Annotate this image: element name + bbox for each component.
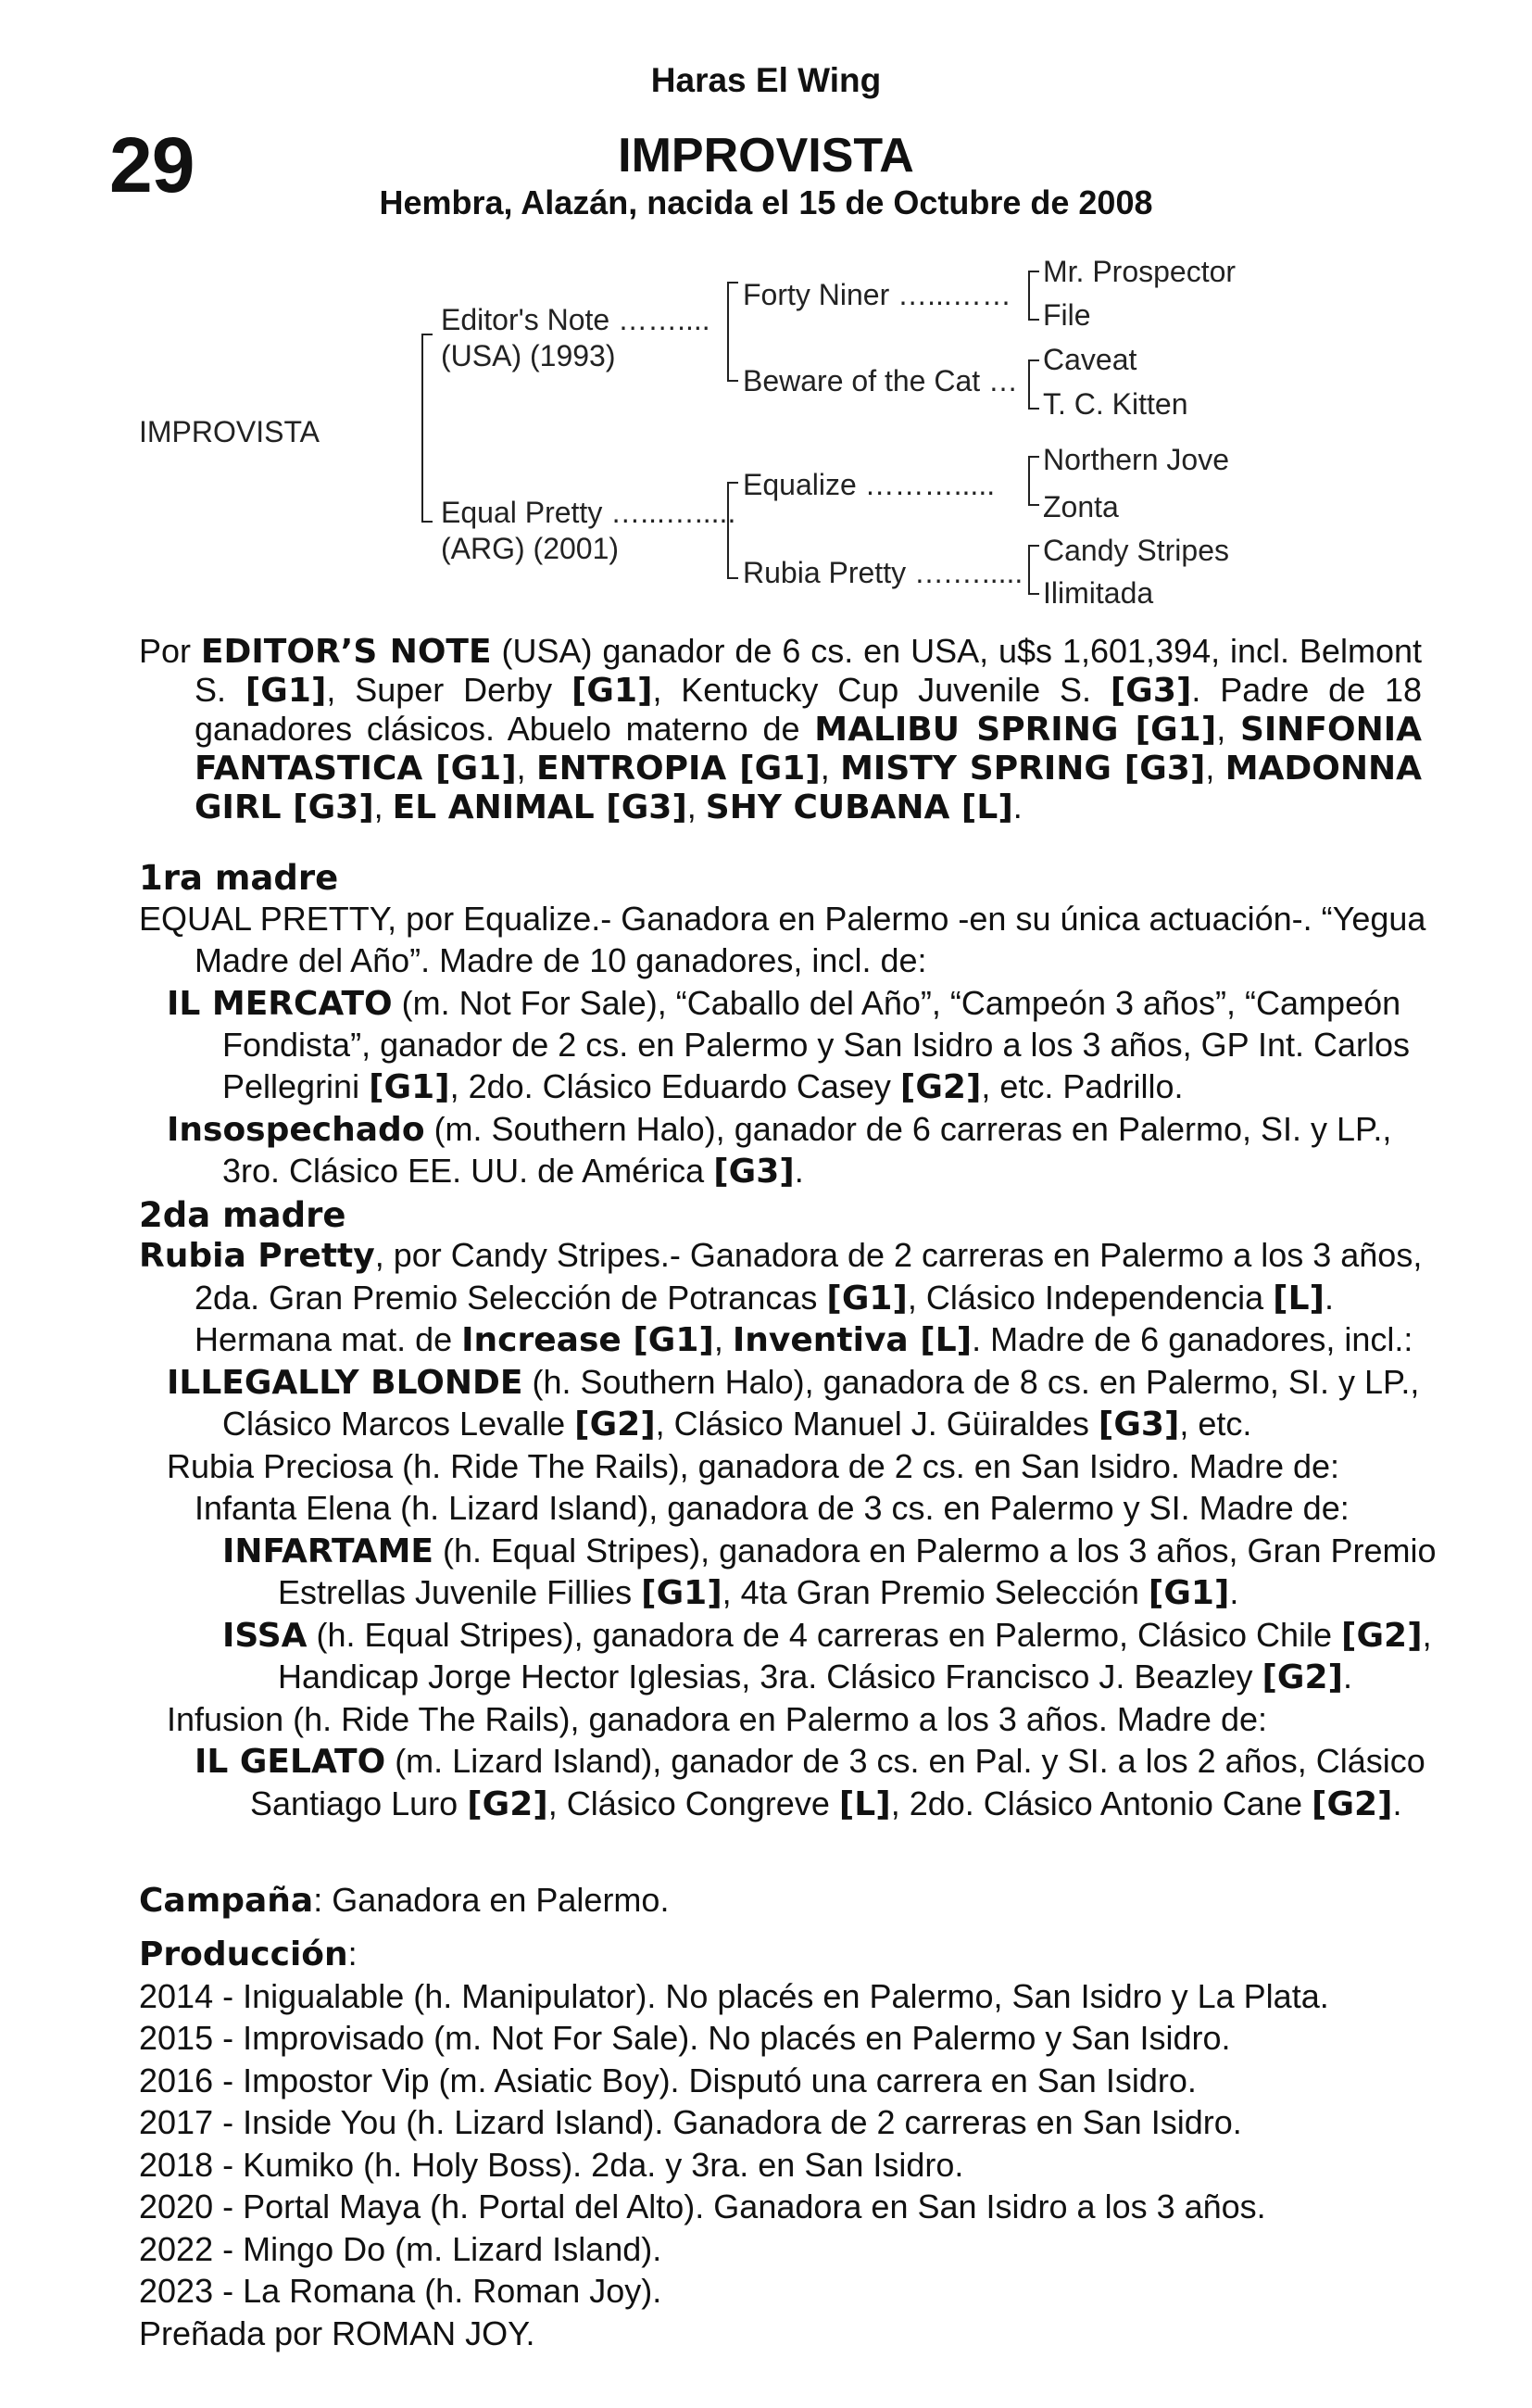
offspring-entry: ILLEGALLY BLONDE (h. Southern Halo), ganadora de 8 cs. en Palermo, SI. y LP., xyxy=(167,1363,1420,1402)
pedigree-sire-dam: Beware of the Cat … xyxy=(743,364,1019,397)
pedigree-dds: Candy Stripes xyxy=(1043,534,1229,567)
pedigree-bracket xyxy=(1028,359,1030,410)
offspring-entry: Fondista”, ganador de 2 cs. en Palermo y San Isidro a los 3 años, GP Int. Carlos xyxy=(222,1026,1411,1064)
offspring-entry: Santiago Luro [G2], Clásico Congreve [L], 2do. Clásico Antonio Cane [G2]. xyxy=(250,1784,1402,1823)
production-item: 2022 - Mingo Do (m. Lizard Island). xyxy=(139,2230,662,2268)
production-item: 2015 - Improvisado (m. Not For Sale). No placés en Palermo y San Isidro. xyxy=(139,2019,1231,2057)
pedigree-ddd: Ilimitada xyxy=(1043,576,1154,610)
pedigree-bracket xyxy=(1028,545,1030,595)
production-item: 2014 - Inigualable (h. Manipulator). No placés en Palermo, San Isidro y La Plata. xyxy=(139,1977,1329,2015)
farm-name: Haras El Wing xyxy=(650,61,882,99)
first-dam-line: Madre del Año”. Madre de 10 ganadores, incl. de: xyxy=(195,941,927,979)
production-pregnant: Preñada por ROMAN JOY. xyxy=(139,2314,535,2352)
production-item: 2016 - Impostor Vip (m. Asiatic Boy). Disputó una carrera en San Isidro. xyxy=(139,2061,1197,2099)
pedigree-dam-sire: Equalize ………..... xyxy=(743,468,996,501)
offspring-entry: 3ro. Clásico EE. UU. de América [G3]. xyxy=(222,1152,804,1191)
offspring-entry: IL GELATO (m. Lizard Island), ganador de 3 cs. en Pal. y SI. a los 2 años, Clásico xyxy=(195,1742,1425,1781)
horse-description: Hembra, Alazán, nacida el 15 de Octubre de 2008 xyxy=(379,183,1153,221)
pedigree-sdd: T. C. Kitten xyxy=(1043,387,1188,421)
offspring-entry: Insospechado (m. Southern Halo), ganador de 6 carreras en Palermo, SI. y LP., xyxy=(167,1110,1392,1149)
pedigree-sire-origin: (USA) (1993) xyxy=(441,339,616,372)
production-item: 2020 - Portal Maya (h. Portal del Alto). Ganadora en San Isidro a los 3 años. xyxy=(139,2187,1266,2225)
production-item: 2017 - Inside You (h. Lizard Island). Ganadora de 2 carreras en San Isidro. xyxy=(139,2103,1242,2141)
pedigree-bracket xyxy=(727,482,729,579)
offspring-entry: Clásico Marcos Levalle [G2], Clásico Manuel J. Güiraldes [G3], etc. xyxy=(222,1405,1252,1444)
sire-name: EDITOR’S NOTE xyxy=(200,633,492,671)
pedigree-sire: Editor's Note …….... xyxy=(441,303,710,336)
offspring-entry: Rubia Preciosa (h. Ride The Rails), ganadora de 2 cs. en San Isidro. Madre de: xyxy=(167,1447,1340,1485)
second-dam-line: 2da. Gran Premio Selección de Potrancas [G1], Clásico Independencia [L]. xyxy=(195,1279,1335,1317)
offspring-entry: INFARTAME (h. Equal Stripes), ganadora en Palermo a los 3 años, Gran Premio xyxy=(222,1532,1437,1570)
lot-number: 29 xyxy=(109,121,195,208)
pedigree-bracket xyxy=(1028,271,1030,321)
pedigree-dam: Equal Pretty …...…..... xyxy=(441,496,736,529)
sire-paragraph: Por EDITOR’S NOTE (USA) ganador de 6 cs. en USA, u$s 1,601,394, incl. Belmont S. [G1], Super Derby [G1], Kentucky Cup Juvenile S. [G3]. Padre de 18 ganadores clásicos. Abuelo materno de MALIBU SPRING [G1], SINFONIA FANTASTICA [G1], ENTROPIA [G1], MISTY SPRING [G3], MADONNA GIRL [G3], EL ANIMAL [G3], SHY CUBANA [L]. xyxy=(139,632,1422,826)
production-item: 2018 - Kumiko (h. Holy Boss). 2da. y 3ra. en San Isidro. xyxy=(139,2146,964,2184)
offspring-entry: Estrellas Juvenile Fillies [G1], 4ta Gran Premio Selección [G1]. xyxy=(278,1573,1239,1612)
production-heading: Producción: xyxy=(139,1935,358,1973)
first-dam-line: EQUAL PRETTY, por Equalize.- Ganadora en Palermo -en su única actuación-. “Yegua xyxy=(139,900,1426,938)
offspring-entry: IL MERCATO (m. Not For Sale), “Caballo del Año”, “Campeón 3 años”, “Campeón xyxy=(167,984,1401,1023)
pedigree-bracket xyxy=(1028,456,1030,506)
pedigree-bracket xyxy=(727,282,729,382)
offspring-entry: Infanta Elena (h. Lizard Island), ganadora de 3 cs. en Palermo y SI. Madre de: xyxy=(195,1489,1350,1527)
first-dam-heading: 1ra madre xyxy=(139,858,339,898)
second-dam-heading: 2da madre xyxy=(139,1195,346,1235)
pedigree-ssd: File xyxy=(1043,298,1091,332)
second-dam-line: Rubia Pretty, por Candy Stripes.- Ganadora de 2 carreras en Palermo a los 3 años, xyxy=(139,1236,1423,1275)
pedigree-sire-sire: Forty Niner …...…… xyxy=(743,278,1011,311)
pedigree-sss: Mr. Prospector xyxy=(1043,255,1237,288)
offspring-entry: Infusion (h. Ride The Rails), ganadora en Palermo a los 3 años. Madre de: xyxy=(167,1700,1267,1738)
pedigree-dam-origin: (ARG) (2001) xyxy=(441,532,620,565)
offspring-entry: Pellegrini [G1], 2do. Clásico Eduardo Casey [G2], etc. Padrillo. xyxy=(222,1067,1184,1106)
offspring-entry: Handicap Jorge Hector Iglesias, 3ra. Clásico Francisco J. Beazley [G2]. xyxy=(278,1658,1352,1696)
pedigree-dsd: Zonta xyxy=(1043,490,1119,523)
pedigree-bracket xyxy=(421,334,423,523)
pedigree-dss: Northern Jove xyxy=(1043,443,1229,476)
pedigree-subject: IMPROVISTA xyxy=(139,415,320,448)
second-dam-line: Hermana mat. de Increase [G1], Inventiva [L]. Madre de 6 ganadores, incl.: xyxy=(195,1320,1413,1359)
campaign-line: Campaña: Ganadora en Palermo. xyxy=(139,1881,670,1920)
pedigree-sds: Caveat xyxy=(1043,343,1137,376)
horse-name: IMPROVISTA xyxy=(618,129,914,183)
pedigree-dam-dam: Rubia Pretty ….…..... xyxy=(743,556,1023,589)
production-item: 2023 - La Romana (h. Roman Joy). xyxy=(139,2272,662,2310)
offspring-entry: ISSA (h. Equal Stripes), ganadora de 4 carreras en Palermo, Clásico Chile [G2], xyxy=(222,1616,1432,1655)
